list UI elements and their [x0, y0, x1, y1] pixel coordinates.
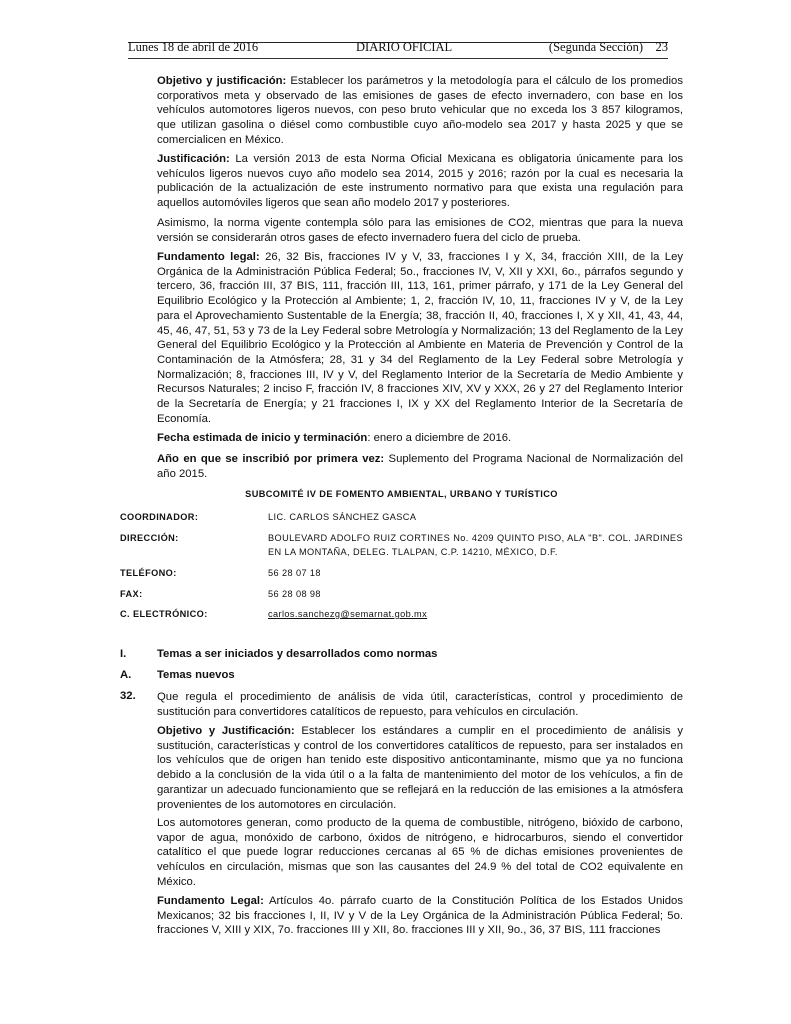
paragraph-legal-basis-2	[157, 894, 683, 938]
paragraph-objective	[157, 74, 683, 148]
paragraph-label: Fecha estimada de inicio y terminación	[157, 432, 368, 444]
paragraph-label: Justificación:	[157, 153, 230, 165]
paragraph-text: La versión 2013 de esta Norma Oficial Mexicana es obligatoria únicamente para los vehículos ligeros nuevos cuyo año modelo sea 2014, 2015 y 2016; razón por la cual es necesaria la publicación de la actualización de este instrumento normativo para que exista una regulación para aquellos automóviles ligeros que sean año modelo 2017 y posteriores.	[157, 153, 683, 210]
paragraph-objective-2	[157, 724, 683, 812]
fax-value: 56 28 08 98	[268, 589, 321, 599]
subsection-letter: A.	[120, 669, 132, 681]
email-label: C. ELECTRÓNICO:	[120, 609, 208, 619]
item-text: Que regula el procedimiento de análisis de vida útil, características, control y procedimiento de sustitución para convertidores catalíticos de repuesto, para vehículos en circulación.	[157, 691, 683, 718]
fax-label: FAX:	[120, 589, 143, 599]
header-section: (Segunda Sección)	[548, 40, 643, 54]
paragraph-justification	[157, 152, 683, 211]
page-header	[128, 40, 668, 54]
paragraph-dates	[157, 431, 683, 446]
coordinator-label: COORDINADOR:	[120, 512, 199, 522]
header-page-number: 23	[655, 40, 668, 54]
paragraph-first-year	[157, 452, 683, 481]
item-number: 32.	[120, 690, 136, 702]
paragraph-legal-basis	[157, 250, 683, 426]
section-number: I.	[120, 648, 127, 660]
phone-label: TELÉFONO:	[120, 568, 177, 578]
paragraph-text: Artículos 4o. párrafo cuarto de la Constitución Política de los Estados Unidos Mexicanos; 32 bis fracciones I, II, IV y V de la Ley Orgánica de la Administración Pública Federal; 5o. fracciones V, XIII y XIX, 7o. fracciones III y XII, 8o. fracciones III y XII, 9o., 36, 37 BIS, 111 fracciones	[157, 895, 683, 937]
section-title: Temas a ser iniciados y desarrollados como normas	[157, 648, 438, 660]
header-date: Lunes 18 de abril de 2016	[128, 40, 259, 54]
subcommittee-title: SUBCOMITÉ IV DE FOMENTO AMBIENTAL, URBANO Y TURÍSTICO	[245, 489, 558, 499]
subsection-title: Temas nuevos	[157, 669, 235, 681]
paragraph-text: Establecer los estándares a cumplir en el procedimiento de análisis y sustitución, características y control de los convertidores catalíticos de repuesto, para ser instalados en los vehículos que de origen han tenido este dispositivo anticontaminante, mismo que ya no funciona debido a la conclusión de la vida útil o a la falta de mantenimiento del motor de los vehículos, a fin de garantizar un adecuado funcionamiento que se reflejará en la reducción de las emisiones a la atmósfera provenientes de los automotores en circulación.	[157, 725, 683, 811]
paragraph-label: Objetivo y Justificación:	[157, 725, 295, 737]
paragraph-text: : enero a diciembre de 2016.	[367, 432, 512, 444]
paragraph-text: Los automotores generan, como producto de la quema de combustible, nitrógeno, bióxido de carbono, vapor de agua, monóxido de carbono, óxidos de nitrógeno, e hidrocarburos, siendo el convertidor catalítico el que puede lograr reducciones cercanas al 65 % de dichas emisiones provenientes de vehículos en circulación, mismas que son las causantes del 24.9 % del total de CO2 equivalente en México.	[157, 817, 683, 888]
paragraph-label: Fundamento legal:	[157, 251, 260, 263]
phone-value: 56 28 07 18	[268, 568, 321, 578]
paragraph-label: Año en que se inscribió por primera vez:	[157, 453, 385, 465]
paragraph-label: Fundamento Legal:	[157, 895, 264, 907]
paragraph-co2	[157, 216, 683, 245]
coordinator-value: LIC. CARLOS SÁNCHEZ GASCA	[268, 512, 417, 522]
paragraph-label: Objetivo y justificación:	[157, 75, 287, 87]
email-link[interactable]: carlos.sanchezg@semarnat.gob.mx	[268, 609, 428, 619]
paragraph-text: Suplemento del Programa Nacional de Normalización del año 2015.	[157, 453, 683, 480]
paragraph-text: Asimismo, la norma vigente contempla sólo para las emisiones de CO2, mientras que para la nueva versión se considerarán otros gases de efecto invernadero fuera del ciclo de prueba.	[157, 217, 683, 244]
header-section-page	[549, 40, 668, 55]
header-rule	[128, 58, 668, 59]
paragraph-text: 26, 32 Bis, fracciones IV y V, 33, fracciones I y X, 34, fracción XIII, de la Ley Orgánica de la Administración Pública Federal; 5o., fracciones IV, V, XII y XXI, 6o., párrafos segundo y tercero, 36, fracción III, 37 BIS, 111, fracción III, 113, 161, primer párrafo, y 171 de la Ley General del Equilibrio Ecológico y la Protección al Ambiente; 1, 2, fracción IV, 10, 11, fracciones IV y V, de la Ley para el Aprovechamiento Sustentable de la Energía; 38, fracción II, 40, fracciones I, X y XII, 41, 43, 44, 45, 46, 47, 51, 53 y 73 de la Ley Federal sobre Metrología y Normalización; 13 del Reglamento de la Ley General del Equilibrio Ecológico y la Protección al Ambiente en Materia de Prevención y Control de la Contaminación de la Atmósfera; 28, 31 y 34 del Reglamento de la Ley Federal sobre Metrología y Normalización; 8, fracciones III, IV y V, del Reglamento Interior de la Secretaría de Medio Ambiente y Recursos Naturales; 2 inciso F, fracción IV, 8 fracciones XIV, XV y XXX, 26 y 27 del Reglamento Interior de la Secretaría de Energía; y 21 fracciones I, IX y XX del Reglamento Interior de la Secretaría de Economía.	[157, 251, 683, 425]
address-value: BOULEVARD ADOLFO RUIZ CORTINES No. 4209 QUINTO PISO, ALA "B". COL. JARDINES EN LA MONTAÑA, DELEG. TLALPAN, C.P. 14210, MÉXICO, D.F.	[268, 533, 683, 557]
paragraph-text: Establecer los parámetros y la metodología para el cálculo de los promedios corporativos meta y observado de las emisiones de gases de efecto invernadero, con base en los vehículos automotores ligeros nuevos, con peso bruto vehicular que no exceda los 3 857 kilogramos, que utilizan gasolina o diésel como combustible cuyo año-modelo sea 2017 y hasta 2025 y que se comercialicen en México.	[157, 75, 683, 146]
address-label: DIRECCIÓN:	[120, 533, 179, 543]
header-publication: DIARIO OFICIAL	[356, 40, 453, 54]
item-title	[157, 690, 683, 719]
paragraph-emissions	[157, 816, 683, 890]
